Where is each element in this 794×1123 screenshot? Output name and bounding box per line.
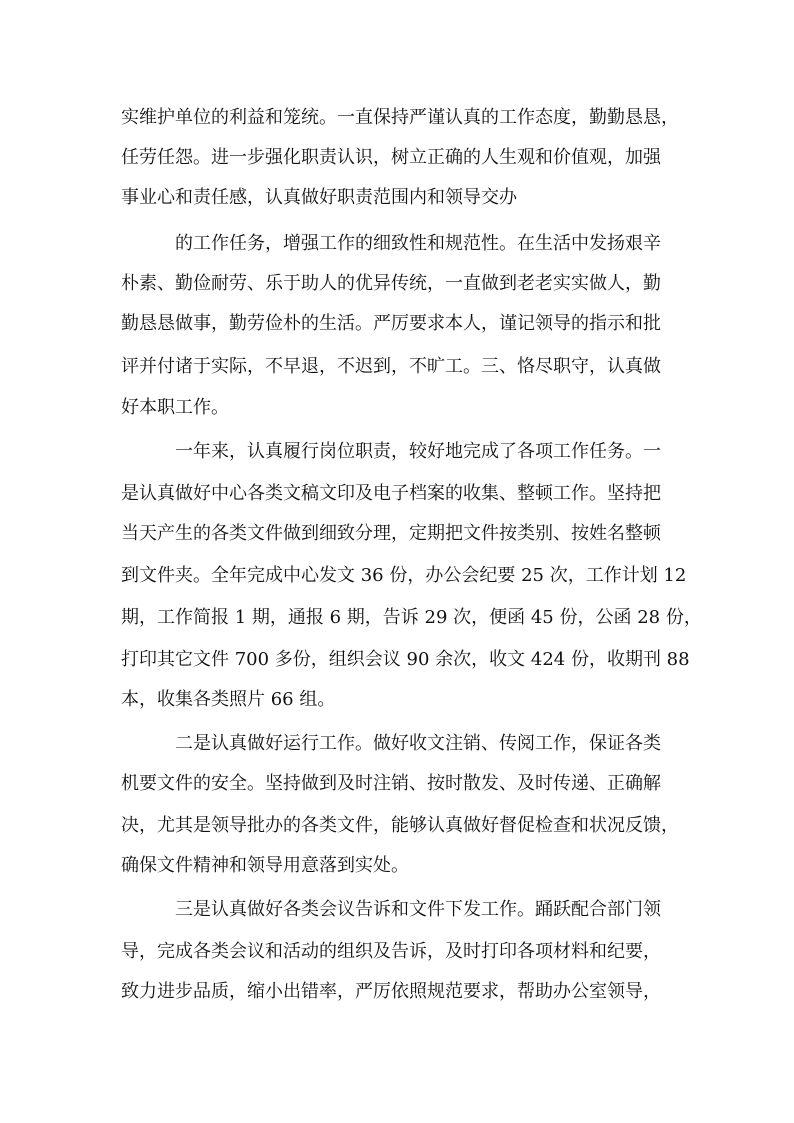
text-line-1: 实维护单位的利益和笼统。一直保持严谨认真的工作态度，勤勤恳恳， [121, 107, 679, 128]
text-line-3: 事业心和责任感，认真做好职责范围内和领导交办 [121, 187, 517, 208]
text-line-5: 朴素、勤俭耐劳、乐于助人的优异传统，一直做到老老实实做人，勤 [121, 273, 661, 294]
text-line-14: 打印其它文件 700 多份，组织会议 90 余次，收文 424 份，收期刊 88 [121, 649, 690, 670]
text-line-11: 当天产生的各类文件做到细致分理，定期把文件按类别、按姓名整顿 [121, 523, 661, 544]
text-line-12: 到文件夹。全年完成中心发文 36 份，办公会纪要 25 次，工作计划 12 [121, 565, 687, 586]
text-line-19: 确保文件精神和领导用意落到实处。 [121, 855, 409, 876]
text-line-10: 是认真做好中心各类文稿文印及电子档案的收集、整顿工作。坚持把 [121, 483, 661, 504]
text-line-13: 期，工作简报 1 期，通报 6 期，告诉 29 次，便函 45 份，公函 28 份， [121, 607, 702, 628]
text-line-18: 决，尤其是领导批办的各类文件，能够认真做好督促检查和状况反馈， [121, 815, 679, 836]
text-line-8: 好本职工作。 [121, 397, 229, 418]
text-line-7: 评并付诸于实际，不早退，不迟到，不旷工。三、恪尽职守，认真做 [121, 356, 661, 377]
text-line-6: 勤恳恳做事，勤劳俭朴的生活。严厉要求本人，谨记领导的指示和批 [121, 313, 661, 334]
text-line-21: 导，完成各类会议和活动的组织及告诉，及时打印各项材料和纪要， [121, 941, 661, 962]
text-line-20: 三是认真做好各类会议告诉和文件下发工作。踊跃配合部门领 [175, 899, 661, 920]
text-line-16: 二是认真做好运行工作。做好收文注销、传阅工作，保证各类 [175, 733, 661, 754]
text-line-17: 机要文件的安全。坚持做到及时注销、按时散发、及时传递、正确解 [121, 773, 661, 794]
text-line-15: 本，收集各类照片 66 组。 [121, 689, 336, 710]
text-line-22: 致力进步品质，缩小出错率，严厉依照规范要求，帮助办公室领导， [121, 981, 661, 1002]
text-line-4: 的工作任务，增强工作的细致性和规范性。在生活中发扬艰辛 [175, 233, 661, 254]
text-line-9: 一年来，认真履行岗位职责，较好地完成了各项工作任务。一 [175, 441, 661, 462]
text-line-2: 任劳任怨。进一步强化职责认识，树立正确的人生观和价值观，加强 [121, 147, 661, 168]
